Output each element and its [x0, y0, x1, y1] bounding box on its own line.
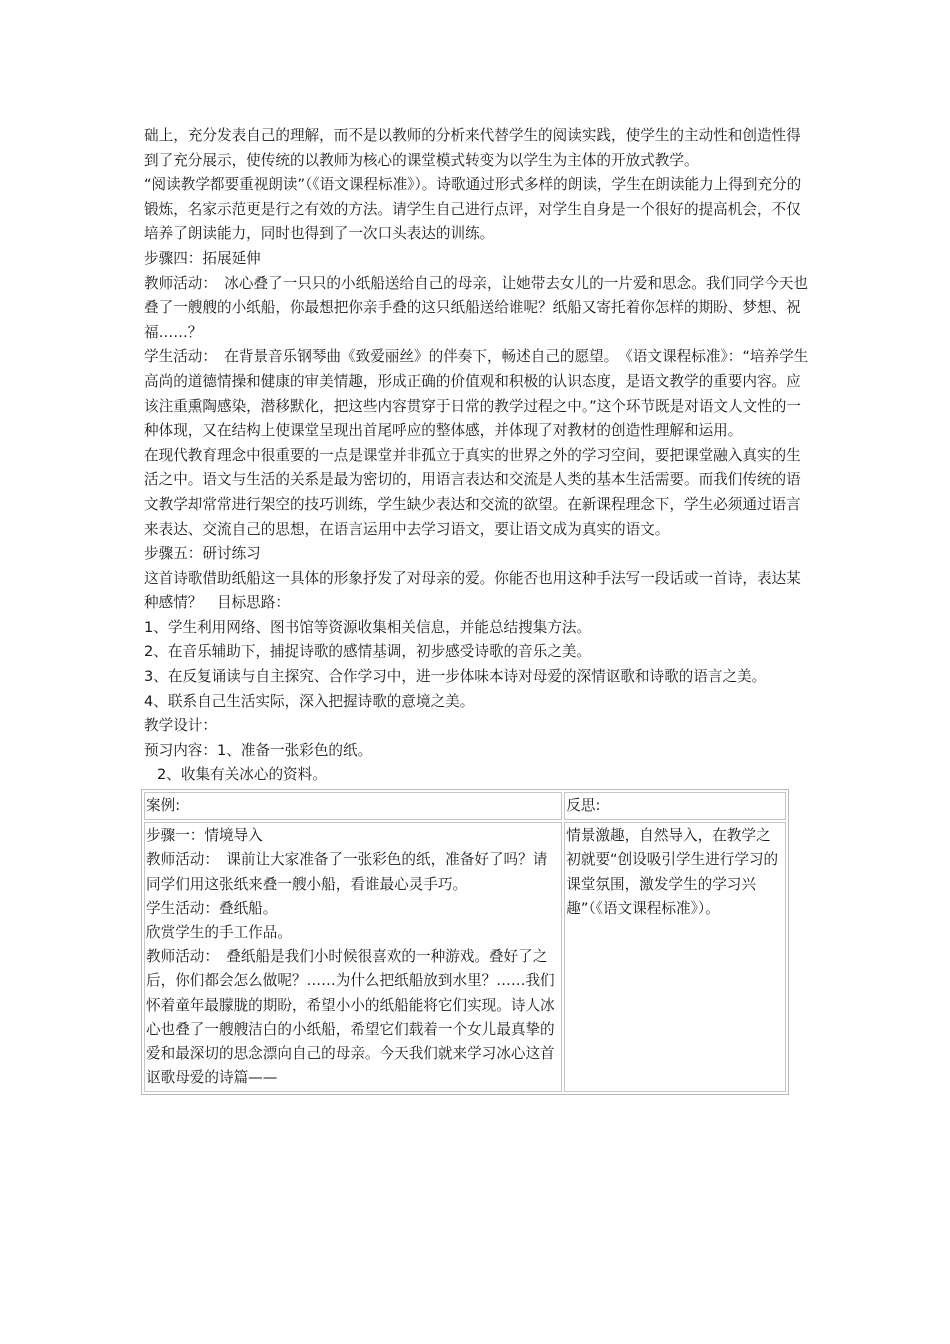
goal-item-1: 1、学生利用网络、图书馆等资源收集相关信息，并能总结搜集方法。 — [144, 618, 592, 636]
paragraph-exercise: 这首诗歌借助纸船这一具体的形象抒发了对母亲的爱。你能否也用这种手法写一段话或一首诗，表达某种感情？ 目标思路： — [144, 569, 801, 612]
paragraph-teacher-activity: 教师活动： 冰心叠了一只只的小纸船送给自己的母亲，让她带去女儿的一片爱和思念。我们同学今天也叠了一艘艘的小纸船，你最想把你亲手叠的这只纸船送给谁呢？纸船又寄托着你怎样的期盼、梦想、祝福……？ — [144, 274, 809, 341]
case-appreciate-work: 欣赏学生的手工作品。 — [146, 924, 292, 942]
heading-teaching-design: 教学设计： — [144, 717, 217, 735]
table-row — [144, 822, 786, 1092]
case-step-one: 步骤一：情境导入 — [146, 827, 263, 845]
case-teacher-activity-1: 教师活动： 课前让大家准备了一张彩色的纸，准备好了吗？请同学们用这张纸来叠一艘小船，看谁最心灵手巧。 — [146, 851, 548, 893]
case-teacher-activity-2: 教师活动： 叠纸船是我们小时候很喜欢的一种游戏。叠好了之后，你们都会怎么做呢？……为什么把纸船放到水里？……我们怀着童年最朦胧的期盼，希望小小的纸船能将它们实现。诗人冰心也叠了一艘艘洁白的小纸船，希望它们载着一个女儿最真挚的爱和最深切的思念漂向自己的母亲。今天我们就来学习冰心这首讴歌母爱的诗篇—— — [146, 948, 555, 1087]
case-cell — [144, 822, 562, 1092]
goal-item-2: 2、在音乐辅助下，捕捉诗歌的感情基调，初步感受诗歌的音乐之美。 — [144, 643, 592, 661]
table-header-case: 案例: — [144, 792, 562, 820]
heading-step-four: 步骤四：拓展延伸 — [144, 249, 261, 267]
paragraph-student-activity: 学生活动： 在背景音乐钢琴曲《致爱丽丝》的伴奏下，畅述自己的愿望。 《语文课程标准》：“培养学生高尚的道德情操和健康的审美情趣，形成正确的价值观和积极的认识态度，是语文教学的重要内容。应该注重熏陶感染，潜移默化，把这些内容贯穿于日常的教学过程之中。”这个环节既是对语文人文性的一种体现，又在结构上使课堂呈现出首尾呼应的整体感，并体现了对教材的创造性理解和运用。 — [144, 348, 809, 440]
body-text — [144, 124, 812, 788]
paragraph-open-teaching: 础上，充分发表自己的理解，而不是以教师的分析来代替学生的阅读实践，使学生的主动性和创造性得到了充分展示，使传统的以教师为核心的课堂模式转变为以学生为主体的开放式教学。 — [144, 127, 801, 169]
goal-item-3: 3、在反复诵读与自主探究、合作学习中，进一步体味本诗对母爱的深情讴歌和诗歌的语言之美。 — [144, 668, 767, 686]
paragraph-reading-aloud: “阅读教学都要重视朗读”（《语文课程标准》）。诗歌通过形式多样的朗读，学生在朗读能力上得到充分的锻炼，名家示范更是行之有效的方法。请学生自己进行点评，对学生自身是一个很好的提高机会，不仅培养了朗读能力，同时也得到了一次口头表达的训练。 — [144, 176, 802, 243]
heading-step-five: 步骤五：研讨练习 — [144, 545, 261, 563]
reflection-cell — [564, 822, 786, 1092]
goal-item-4: 4、联系自己生活实际，深入把握诗歌的意境之美。 — [144, 692, 475, 710]
table-header-reflection: 反思: — [564, 792, 786, 820]
case-student-activity: 学生活动：叠纸船。 — [146, 899, 278, 917]
case-reflection-table — [141, 789, 789, 1095]
reflection-text: 情景激趣，自然导入，在教学之初就要“创设吸引学生进行学习的课堂氛围，激发学生的学习兴趣”（《语文课程标准》）。 — [566, 827, 779, 917]
preview-item-1: 预习内容：1、准备一张彩色的纸。 — [144, 741, 373, 759]
document-page — [144, 124, 812, 1095]
preview-item-2: 2、收集有关冰心的资料。 — [157, 766, 327, 784]
paragraph-modern-education: 在现代教育理念中很重要的一点是课堂并非孤立于真实的世界之外的学习空间，要把课堂融入真实的生活之中。语文与生活的关系是最为密切的，用语言表达和交流是人类的基本生活需要。而我们传统的语文教学却常常进行架空的技巧训练，学生缺少表达和交流的欲望。在新课程理念下，学生必须通过语言来表达、交流自己的思想，在语言运用中去学习语文，要让语文成为真实的语文。 — [144, 446, 801, 538]
table-header-row — [144, 792, 786, 820]
